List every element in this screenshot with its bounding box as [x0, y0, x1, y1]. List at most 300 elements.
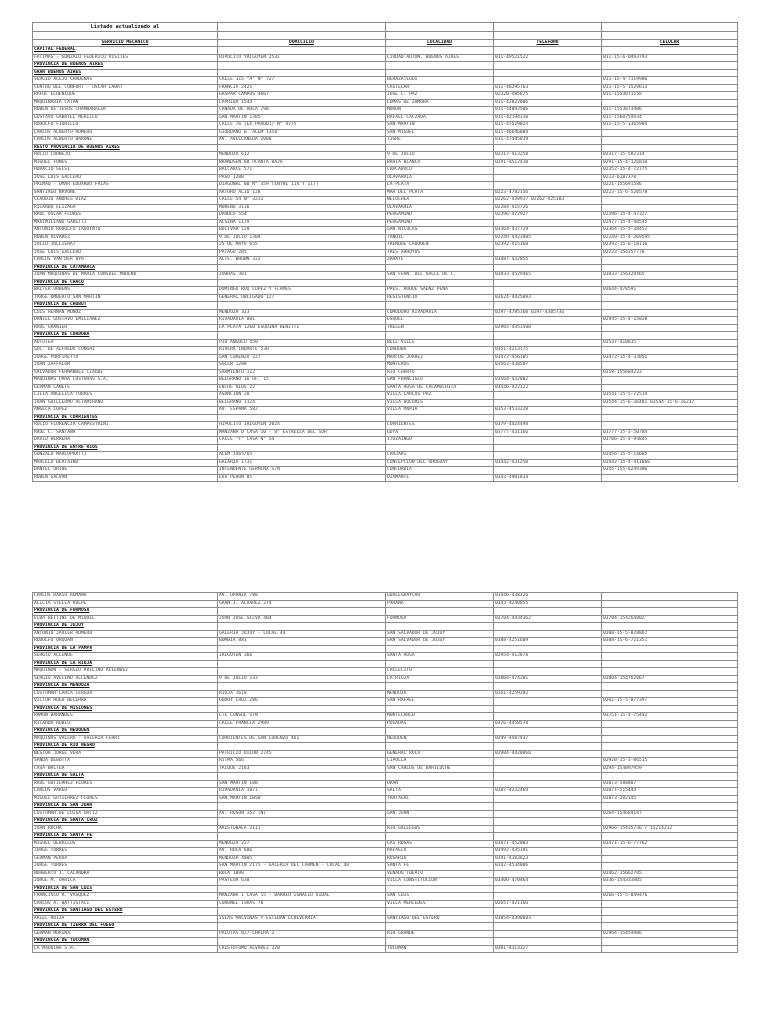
cell-celular: 02477-15-4-40545: [602, 219, 738, 227]
cell-domicilio: SAN LORENZO 227: [218, 354, 386, 362]
table-row: [33, 287, 738, 295]
table-row: [33, 324, 738, 332]
cell-telefono: 02249-4423405: [494, 234, 602, 242]
table-row: [33, 384, 738, 392]
sheet-page-1: [32, 22, 737, 482]
cell-telefono: 03492-435181: [494, 848, 602, 856]
cell-localidad: SAN CARLOS DE BARILOCHE: [386, 765, 494, 773]
cell-localidad: LAS ROSAS: [386, 840, 494, 848]
section-title: PROVINCIA DE CHUBUT: [33, 302, 218, 310]
cell-servicio: JOSE LUIS GALLERO: [33, 249, 218, 257]
cell-localidad: RIO CUARTO: [386, 369, 494, 377]
table-row: [33, 467, 738, 475]
cell-localidad: RIO GALLEGOS: [386, 825, 494, 833]
section-header-row: [33, 302, 738, 310]
cell-domicilio: CALLE 54 N° 3231: [218, 197, 386, 205]
cell-domicilio: 9 DE JULIO 133: [218, 675, 386, 683]
cell-telefono: 02657-421166: [494, 900, 602, 908]
section-title: PROVINCIA DE SAN LUIS: [33, 885, 218, 893]
cell-telefono: 0342-4534006: [494, 863, 602, 871]
cell-celular: [602, 309, 738, 317]
cell-servicio: SUC. DE ALFREDO LONGHI: [33, 347, 218, 355]
cell-domicilio: PALOTAS 827-CHACRA 2: [218, 930, 386, 938]
cell-celular: 0294-154897959: [602, 765, 738, 773]
cell-domicilio: DOMINGO ROQ LOPEZ Y FLAMES: [218, 287, 386, 295]
cell-telefono: 03400-470464: [494, 878, 602, 886]
cell-domicilio: AV. ROSON 152 (N): [218, 810, 386, 818]
cell-telefono: 0379-4424498: [494, 422, 602, 430]
cell-celular: [602, 474, 738, 482]
cell-localidad: CORDOBA: [386, 347, 494, 355]
cell-telefono: [494, 765, 602, 773]
cell-domicilio: DARDES 554: [218, 212, 386, 220]
cell-celular: 0358-155684233: [602, 369, 738, 377]
section-header-row: [33, 833, 738, 841]
section-title: GRAN BUENOS AIRES: [33, 69, 218, 77]
table-row: [33, 863, 738, 871]
cell-celular: 03364-15-5-38452: [602, 227, 738, 235]
cell-celular: [602, 653, 738, 661]
cell-celular: [602, 668, 738, 676]
cell-localidad: CONCORDIA: [386, 467, 494, 475]
cell-servicio: COSTUMAR-CARLA CEREDA: [33, 690, 218, 698]
cell-servicio: RUBEN GALVAN: [33, 474, 218, 482]
cell-localidad: TANDIL: [386, 234, 494, 242]
section-header-row: [33, 264, 738, 272]
table-row: [33, 900, 738, 908]
cell-localidad: SAN NICOLAS: [386, 227, 494, 235]
cell-domicilio: CAÑADA DE HOLA 798: [218, 107, 386, 115]
cell-servicio: JORGE PORFIRETTO: [33, 354, 218, 362]
cell-domicilio: RIVADAVIA 881: [218, 317, 386, 325]
cell-servicio: SERGIO AVELINO ALLENDEZ: [33, 675, 218, 683]
table-row: [33, 152, 738, 160]
cell-telefono: 02965-4353508: [494, 324, 602, 332]
cell-localidad: BELL VILLE: [386, 339, 494, 347]
cell-localidad: VILLA MERCEDES: [386, 900, 494, 908]
cell-servicio: RICARDO ELIZAGA: [33, 204, 218, 212]
cell-servicio: MARCELO BERTAINO: [33, 459, 218, 467]
cell-localidad: SANTA FE: [386, 863, 494, 871]
cell-celular: 0221-155691586: [602, 182, 738, 190]
cell-telefono: 011-44892506: [494, 107, 602, 115]
cell-servicio: LILIA ANGELICA TORRES: [33, 392, 218, 400]
section-header-row: [33, 608, 738, 616]
table-row: [33, 750, 738, 758]
cell-domicilio: GASPAR CAMPOS 4667: [218, 92, 386, 100]
cell-servicio: JUAN ZAFFALON: [33, 362, 218, 370]
cell-servicio: JORGE TORRES: [33, 863, 218, 871]
table-row: [33, 765, 738, 773]
cell-servicio: CENTRO DEL CONFORT - OSCAR LABAT: [33, 84, 218, 92]
cell-telefono: 0343-4240055: [494, 600, 602, 608]
cell-telefono: [494, 369, 602, 377]
cell-domicilio: GRAN J. ALVAREZ 274: [218, 600, 386, 608]
section-header-row: [33, 69, 738, 77]
section-header-row: [33, 908, 738, 916]
cell-localidad: TARTAGAL: [386, 795, 494, 803]
cell-telefono: 0223-4782156: [494, 189, 602, 197]
cell-celular: 03472-15-4-33051: [602, 354, 738, 362]
table-row: [33, 77, 738, 85]
cell-domicilio: BRANDSEN 88 PLANTA BAJA: [218, 159, 386, 167]
cell-celular: 011-15-4-7119980: [602, 77, 738, 85]
section-title: RESTO PROVINCIA DE BUENOS AIRES: [33, 144, 218, 152]
table-row: [33, 354, 738, 362]
section-header-row: [33, 144, 738, 152]
table-row: [33, 690, 738, 698]
cell-telefono: 03546-422122: [494, 384, 602, 392]
cell-telefono: 0297-4785360 0297-4305736: [494, 309, 602, 317]
table-row: [33, 459, 738, 467]
cell-servicio: JORGE TORRES: [33, 848, 218, 856]
cell-celular: 03541-15-5-72519: [602, 392, 738, 400]
cell-servicio: ANTONIO RODOLFO IAQUINTO: [33, 227, 218, 235]
header-localidad: LOCALIDAD: [386, 39, 494, 47]
cell-telefono: 02396-472927: [494, 212, 602, 220]
cell-celular: [602, 137, 738, 145]
cell-telefono: [494, 758, 602, 766]
cell-celular: 0345-155-6249306: [602, 467, 738, 475]
cell-localidad: PRES. ROQUE SAENZ PEÑA: [386, 287, 494, 295]
cell-servicio: MAXIMILIANO GARETTI: [33, 219, 218, 227]
cell-localidad: PERGAMINO: [386, 219, 494, 227]
cell-telefono: 0351-4213175: [494, 347, 602, 355]
table-row: [33, 317, 738, 325]
table-row: [33, 339, 738, 347]
cell-domicilio: IRIGOYEN 366: [218, 653, 386, 661]
cell-servicio: ELBA BETTINI DE MIQUEL: [33, 615, 218, 623]
cell-telefono: [494, 77, 602, 85]
cell-localidad: VILLA MARIA: [386, 407, 494, 415]
table-row: [33, 720, 738, 728]
cell-servicio: MAQUINON - SERGIO AVELINO ALLENDEZ: [33, 668, 218, 676]
cell-localidad: ZARATE: [386, 257, 494, 265]
cell-celular: 02966-15435736 / 15214212: [602, 825, 738, 833]
cell-servicio: CARLOS VARGO: [33, 788, 218, 796]
cell-domicilio: CORONEL ISKAS 78: [218, 900, 386, 908]
cell-servicio: SALVADOR FERNANDEZ CLAUDE: [33, 369, 218, 377]
cell-celular: [602, 347, 738, 355]
cell-domicilio: CORRIENTES DE SAN LORENZO 461: [218, 735, 386, 743]
cell-servicio: ROCIO FLORENCIA CAMPESTRINI: [33, 422, 218, 430]
cell-servicio: SERGIO ALLENDE: [33, 653, 218, 661]
section-title: PROVINCIA DE TUCUMAN: [33, 938, 218, 946]
cell-domicilio: ZURRAS 381: [218, 272, 386, 280]
section-title: PROVINCIA DE MISIONES: [33, 705, 218, 713]
table-row: [33, 92, 738, 100]
cell-domicilio: MENDOZA 4805: [218, 855, 386, 863]
section-header-row: [33, 47, 738, 55]
cell-telefono: 011-46646884: [494, 129, 602, 137]
table-row: [33, 810, 738, 818]
section-header-row: [33, 885, 738, 893]
cell-domicilio: GODOY CRUZ 286: [218, 698, 386, 706]
cell-localidad: JOSE C. PAZ: [386, 92, 494, 100]
cell-celular: [602, 593, 738, 601]
table-row: [33, 272, 738, 280]
table-row: [33, 54, 738, 62]
table-row: [33, 227, 738, 235]
cell-localidad: SALTA: [386, 788, 494, 796]
cell-celular: 011-1568754934: [602, 114, 738, 122]
cell-servicio: MIGUEL DEBALLOS: [33, 840, 218, 848]
table-row: [33, 204, 738, 212]
cell-localidad: NEUQUEN: [386, 735, 494, 743]
cell-telefono: 03704-4434362: [494, 615, 602, 623]
cell-servicio: MAQUINAS PARA COSTURAS S.A.: [33, 377, 218, 385]
cell-telefono: 0291-4512410: [494, 159, 602, 167]
cell-telefono: [494, 870, 602, 878]
cell-celular: [602, 600, 738, 608]
section-title: PROVINCIA DE NEUQUEN: [33, 728, 218, 736]
section-title: PROVINCIA DE FORMOSA: [33, 608, 218, 616]
cell-domicilio: ALSINA 1179: [218, 219, 386, 227]
cell-localidad: LA RIOJA: [386, 675, 494, 683]
cell-telefono: 011-47529023: [494, 122, 602, 130]
cell-telefono: 011-46295763: [494, 84, 602, 92]
cell-telefono: [494, 182, 602, 190]
cell-servicio: CARLOS DARIO ROMANO: [33, 593, 218, 601]
cell-localidad: PERGAMINO: [386, 212, 494, 220]
section-title: PROVINCIA DE CORRIENTES: [33, 414, 218, 422]
cell-domicilio: RIVADAVIA 1871: [218, 788, 386, 796]
table-row: [33, 167, 738, 175]
cell-domicilio: RIOJA 1618: [218, 690, 386, 698]
cell-celular: [602, 855, 738, 863]
table-row: [33, 429, 738, 437]
cell-celular: 03456-15-5-14685: [602, 452, 738, 460]
cell-celular: 02920-15-5-86515: [602, 758, 738, 766]
cell-celular: 02249-15-4-369595: [602, 234, 738, 242]
cell-servicio: JULIO JULLIERAT: [33, 242, 218, 250]
cell-servicio: GERMAN PERUA: [33, 855, 218, 863]
table-row: [33, 893, 738, 901]
cell-telefono: 03564-432802: [494, 377, 602, 385]
cell-telefono: 03446-438326: [494, 593, 602, 601]
cell-servicio: RAMON BARANDES: [33, 713, 218, 721]
cell-telefono: 02392-415168: [494, 242, 602, 250]
cell-telefono: 03472-456105: [494, 354, 602, 362]
cell-domicilio: CRISTOTOMO ALVAREZ 328: [218, 945, 386, 953]
cell-servicio: MIGUEL GUTIERREZ FLORES: [33, 795, 218, 803]
cell-domicilio: EVA PERON 85: [218, 474, 386, 482]
cell-celular: 03804-154762867: [602, 675, 738, 683]
cell-telefono: 03442-431250: [494, 459, 602, 467]
cell-domicilio: SAN MARTIN 2175 - GALERIA DEL CARMEN - LOCAL 48: [218, 863, 386, 871]
cell-domicilio: AV. URANIA 788: [218, 593, 386, 601]
cell-domicilio: DIAGONAL 80 N° 359 (ENTRE 114 Y 117): [218, 182, 386, 190]
cell-telefono: [494, 287, 602, 295]
table-row: [33, 615, 738, 623]
cell-domicilio: BOLIVAR 120: [218, 227, 386, 235]
cell-telefono: 03562-438507: [494, 362, 602, 370]
cell-domicilio: SAN MARTIN 1305: [218, 114, 386, 122]
table-row: [33, 437, 738, 445]
cell-telefono: [494, 467, 602, 475]
cell-servicio: JUAN GUILLERMO ALTAMIRANO: [33, 399, 218, 407]
table-row: [33, 855, 738, 863]
cell-telefono: 0261-4259202: [494, 690, 602, 698]
cell-domicilio: BALCARCE 571: [218, 167, 386, 175]
table-row: [33, 593, 738, 601]
cell-domicilio: AV. AVELLANEDA 2080: [218, 137, 386, 145]
cell-servicio: FRANCISCO R. VASQUEZ: [33, 893, 218, 901]
table-row: [33, 234, 738, 242]
cell-celular: 02352-15-4-72775: [602, 167, 738, 175]
table-row: [33, 174, 738, 182]
section-title: PROVINCIA DE ENTRE RIOS: [33, 444, 218, 452]
cell-telefono: 03624-4425093: [494, 294, 602, 302]
cell-domicilio: AV. ROCA 686: [218, 848, 386, 856]
table-row: [33, 392, 738, 400]
cell-localidad: SANTA ROSA: [386, 653, 494, 661]
section-header-row: [33, 683, 738, 691]
cell-localidad: TRENQUE LAUQUEN: [386, 242, 494, 250]
cell-localidad: SAN JUAN: [386, 810, 494, 818]
cell-localidad: VILLA CARLOS PAZ: [386, 392, 494, 400]
cell-domicilio: MORENO 3116: [218, 204, 386, 212]
section-header-row: [33, 773, 738, 781]
cell-servicio: RAUL GUTIERREZ FLORES: [33, 780, 218, 788]
cell-domicilio: ARISTOBAEA 2111: [218, 825, 386, 833]
cell-servicio: FATIMAS - GONZALO FEDERICO VISITES: [33, 54, 218, 62]
header-telefono: TELEFONO: [494, 39, 602, 47]
cell-localidad: SAN FRANCISCO: [386, 377, 494, 385]
cell-telefono: 0387-4232469: [494, 788, 602, 796]
cell-celular: 03544-15-6-36481 03544-15-6-16237: [602, 399, 738, 407]
cell-servicio: GUSTAVO GABRIEL MERILLO: [33, 114, 218, 122]
table-row: [33, 930, 738, 938]
table-row: [33, 84, 738, 92]
cell-servicio: VICTOR HUGO BECERRA: [33, 698, 218, 706]
cell-celular: [602, 324, 738, 332]
cell-localidad: RAFAEL CALZADA: [386, 114, 494, 122]
cell-celular: 03537-410835: [602, 339, 738, 347]
cell-celular: 02945-15-4-15820: [602, 317, 738, 325]
cell-telefono: 03364-437729: [494, 227, 602, 235]
cell-telefono: [494, 668, 602, 676]
cell-domicilio: ALTE. BROWN 322: [218, 257, 386, 265]
table-row: [33, 915, 738, 923]
cell-domicilio: CALLE FRANCIA 2989: [218, 720, 386, 728]
cell-localidad: OLAVARRIA: [386, 174, 494, 182]
cell-telefono: 03804-474201: [494, 675, 602, 683]
cell-telefono: [494, 713, 602, 721]
cell-domicilio: ROCA 1098: [218, 870, 386, 878]
cell-telefono: [494, 399, 602, 407]
table-row: [33, 735, 738, 743]
cell-telefono: 0388-4251609: [494, 638, 602, 646]
section-header-row: [33, 818, 738, 826]
cell-telefono: [494, 317, 602, 325]
cell-servicio: RICARDO RUBIO: [33, 720, 218, 728]
table-row: [33, 122, 738, 130]
cell-localidad: ITUZAINGO: [386, 437, 494, 445]
column-header-row: [33, 39, 738, 47]
cell-celular: [602, 129, 738, 137]
cell-servicio: MAQUINAS VALERO - VALERIA FERRI: [33, 735, 218, 743]
cell-telefono: 02262-438937 02262-425183: [494, 197, 602, 205]
cell-domicilio: MENDOZA 612: [218, 152, 386, 160]
cell-servicio: SANTIAGO NAVONE: [33, 189, 218, 197]
cell-telefono: 02320-485875: [494, 92, 602, 100]
cell-servicio: ROCIO CORNEJO: [33, 152, 218, 160]
cell-servicio: JORGE M. ORRICA: [33, 878, 218, 886]
cell-localidad: SANTA ROSA DE CALAMUCHITA: [386, 384, 494, 392]
cell-celular: [602, 915, 738, 923]
cell-domicilio: JUAN JOSE SILVA 484: [218, 615, 386, 623]
section-title: PROVINCIA DE BUENOS AIRES: [33, 62, 218, 70]
cell-servicio: AUTOTEA: [33, 339, 218, 347]
cell-localidad: GUALEGUAYCHU: [386, 593, 494, 601]
cell-localidad: MORON: [386, 107, 494, 115]
sheet-page-2: [32, 592, 737, 953]
cell-celular: [602, 257, 738, 265]
cell-telefono: [494, 893, 602, 901]
cell-localidad: GENERAL ROCA: [386, 750, 494, 758]
cell-celular: 03471-15-6-77762: [602, 840, 738, 848]
cell-celular: 0261-15-5-877397: [602, 698, 738, 706]
cell-celular: 03751-15-4-75442: [602, 713, 738, 721]
cell-celular: [602, 863, 738, 871]
cell-servicio: PRIMAQ - OMAR EDUARDO FRIAS: [33, 182, 218, 190]
section-title: PROVINCIA DE SANTIAGO DEL ESTERO: [33, 908, 218, 916]
cell-celular: [602, 720, 738, 728]
cell-celular: [602, 900, 738, 908]
cell-celular: 0291-15-4-126810: [602, 159, 738, 167]
cell-domicilio: GALARZA 1731: [218, 459, 386, 467]
cell-celular: 0223-6187378: [602, 174, 738, 182]
cell-celular: 03833-156329465: [602, 272, 738, 280]
cell-localidad: SAN MARTIN: [386, 122, 494, 130]
table-row: [33, 377, 738, 385]
cell-localidad: DIAMANTE: [386, 474, 494, 482]
cell-localidad: VILLA DOLORES: [386, 399, 494, 407]
cell-localidad: MAR DEL PLATA: [386, 189, 494, 197]
table-row: [33, 219, 738, 227]
cell-celular: [602, 294, 738, 302]
listing-table-page-1: [32, 22, 738, 482]
cell-localidad: ORAN: [386, 780, 494, 788]
cell-localidad: RIO GRANDE: [386, 930, 494, 938]
cell-domicilio: INTENDENTE GERMINA S/N: [218, 467, 386, 475]
cell-servicio: RAUL C. SANTANA: [33, 429, 218, 437]
cell-domicilio: SAN MARTIN 1050: [218, 795, 386, 803]
cell-telefono: [494, 698, 602, 706]
cell-servicio: JOSE LUIS GALLERO: [33, 174, 218, 182]
cell-servicio: LUIS HERNAN MUÑOZ: [33, 309, 218, 317]
title-row: [33, 23, 738, 32]
cell-celular: 02964-15454906: [602, 930, 738, 938]
table-row: [33, 878, 738, 886]
cell-localidad: CHAJARI: [386, 452, 494, 460]
document-title: Listado actualizado al: [33, 23, 218, 32]
cell-domicilio: LTE CONSUL S/N: [218, 713, 386, 721]
cell-domicilio: PASTEUR 630: [218, 878, 386, 886]
cell-celular: [602, 99, 738, 107]
cell-servicio: LA MAQUINA S.R.: [33, 945, 218, 953]
cell-domicilio: ALEM 1465/65: [218, 452, 386, 460]
cell-servicio: GONZALO MARCOPRATTI: [33, 452, 218, 460]
cell-celular: [602, 362, 738, 370]
table-row: [33, 848, 738, 856]
table-row: [33, 870, 738, 878]
section-header-row: [33, 803, 738, 811]
cell-telefono: 02284-415726: [494, 204, 602, 212]
table-row: [33, 182, 738, 190]
table-row: [33, 780, 738, 788]
